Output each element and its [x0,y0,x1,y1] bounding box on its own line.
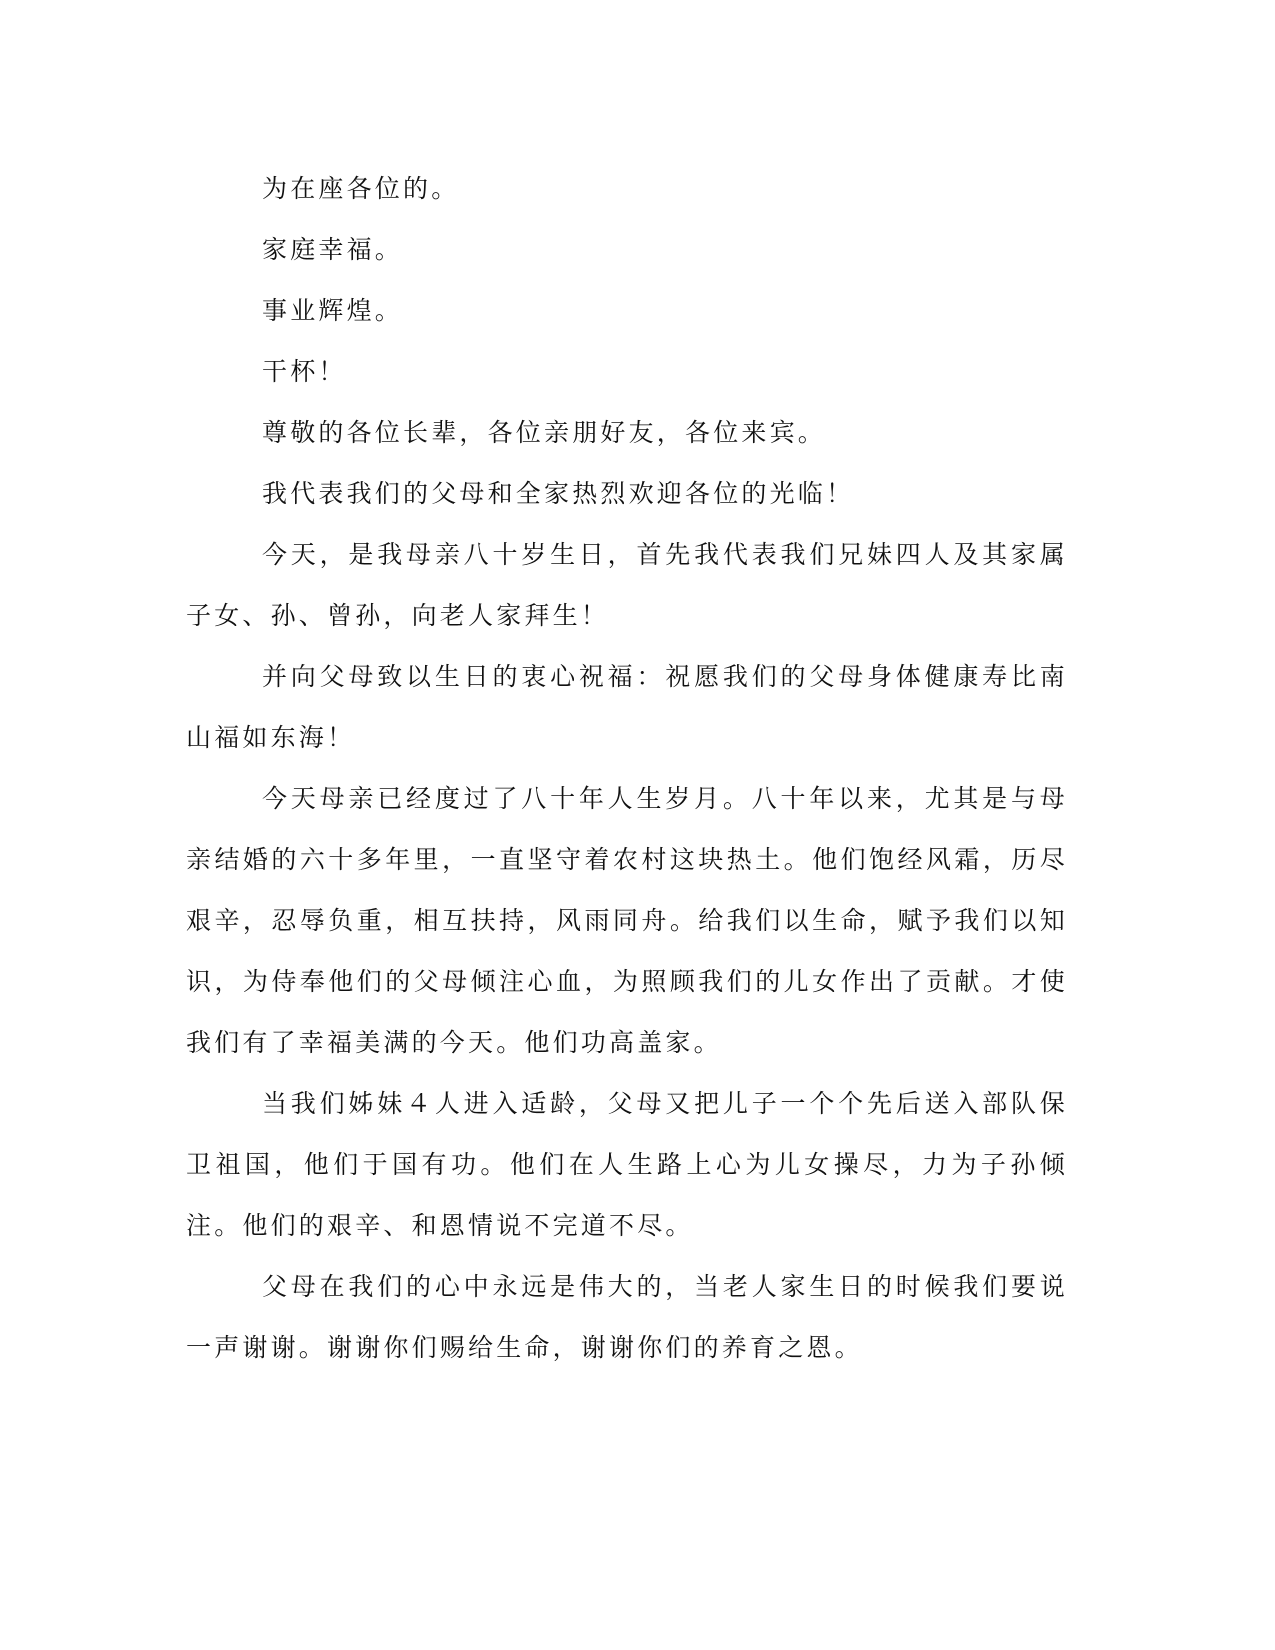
paragraph-5: 尊敬的各位长辈，各位亲朋好友，各位来宾。 [262,418,827,447]
paragraph-6: 我代表我们的父母和全家热烈欢迎各位的光临！ [262,479,855,508]
paragraph-1: 为在座各位的。 [262,174,460,203]
paragraph-2: 家庭幸福。 [262,235,404,264]
paragraph-7: 今天，是我母亲八十岁生日，首先我代表我们兄妹四人及其家属子女、孙、曾孙，向老人家拜生！ [186,540,1068,630]
paragraph-11: 父母在我们的心中永远是伟大的，当老人家生日的时候我们要说一声谢谢。谢谢你们赐给生命，谢谢你们的养育之恩。 [186,1272,1068,1362]
paragraph-3: 事业辉煌。 [262,296,404,325]
paragraph-10: 当我们姊妹４人进入适龄，父母又把儿子一个个先后送入部队保卫祖国，他们于国有功。他们在人生路上心为儿女操尽，力为子孙倾注。他们的艰辛、和恩情说不完道不尽。 [186,1089,1068,1240]
document-body [186,158,1068,1378]
paragraph-8: 并向父母致以生日的衷心祝福：祝愿我们的父母身体健康寿比南山福如东海！ [186,662,1068,752]
paragraph-9: 今天母亲已经度过了八十年人生岁月。八十年以来，尤其是与母亲结婚的六十多年里，一直坚守着农村这块热土。他们饱经风霜，历尽艰辛，忍辱负重，相互扶持，风雨同舟。给我们以生命，赋予我们以知识，为侍奉他们的父母倾注心血，为照顾我们的儿女作出了贡献。才使我们有了幸福美满的今天。他们功高盖家。 [186,784,1068,1057]
paragraph-4: 干杯！ [262,357,347,386]
